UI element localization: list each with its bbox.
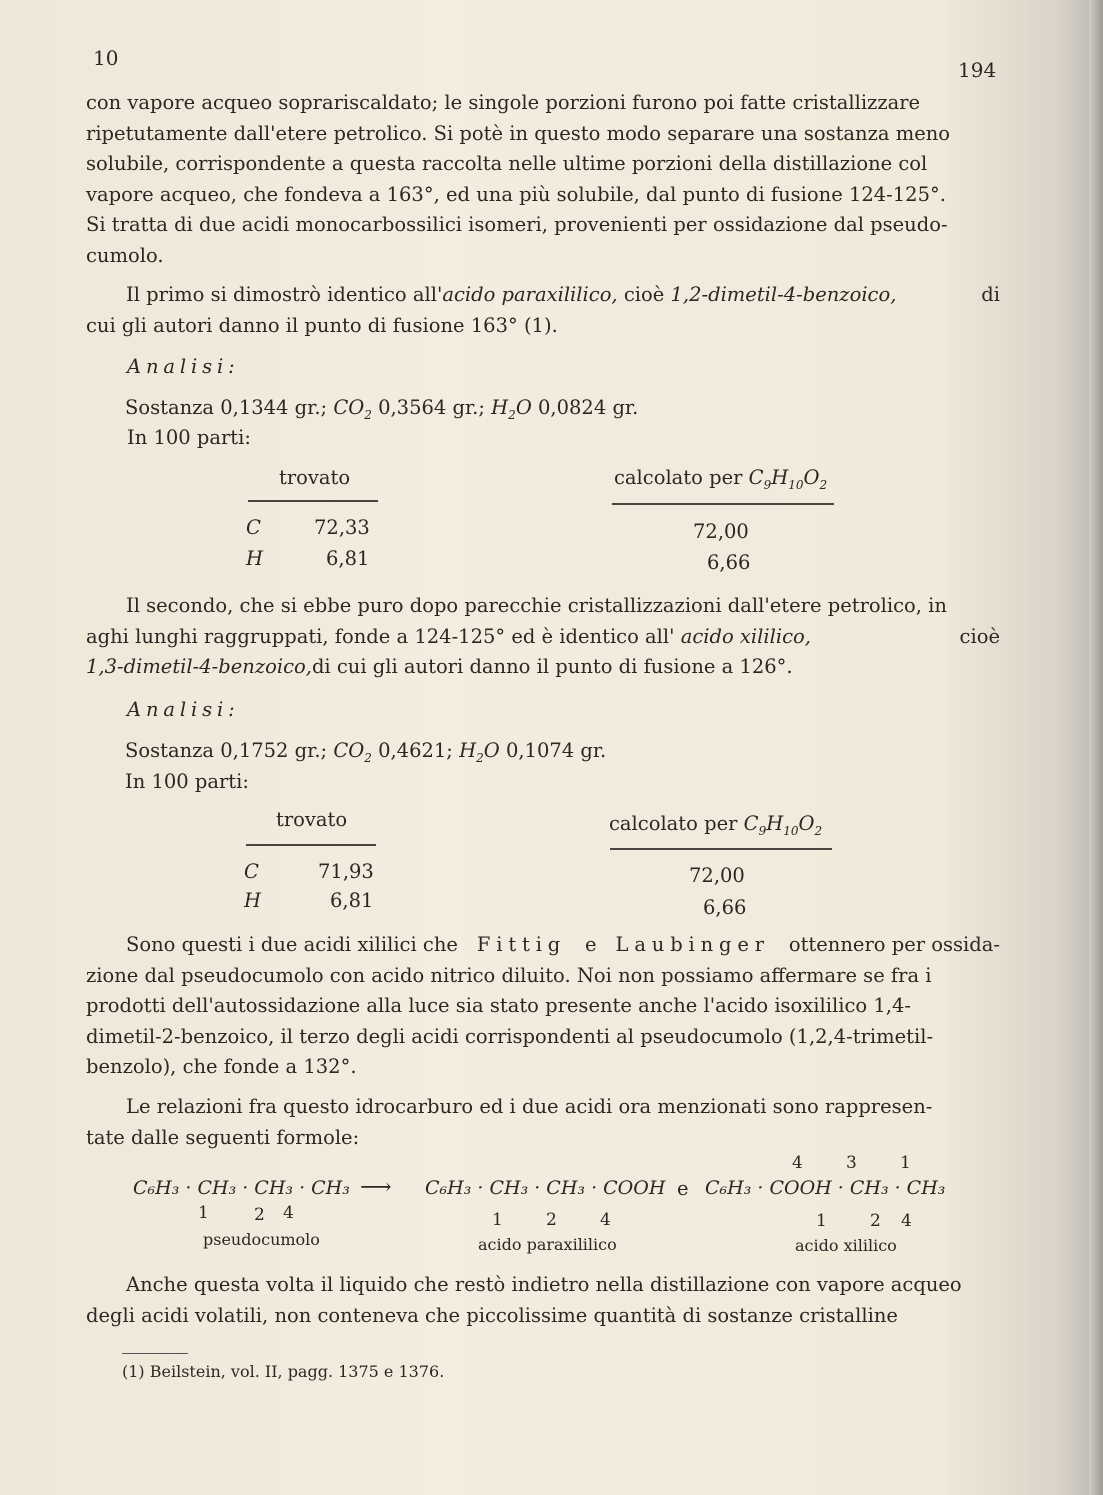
formula-xililico: C₆H₃ · COOH · CH₃ · CH₃ (705, 1177, 946, 1199)
header-calcolato: calcolato per $C_9H_{10}O_2$ (609, 812, 823, 838)
found-value: 72,33 (314, 516, 370, 539)
text-run: 0,1344 gr.; (220, 396, 328, 419)
position-number: 4 (792, 1153, 803, 1173)
calc-value: 72,00 (689, 864, 745, 887)
analysis-label: Analisi: (127, 355, 240, 378)
text-line: solubile, corrispondente a questa raccolta nelle ultime porzioni della distillazione col (86, 152, 928, 176)
text-line: vapore acqueo, che fondeva a 163°, ed una più solubile, dal punto di fusione 124-125°. (86, 182, 946, 206)
position-number: 1 (492, 1210, 503, 1230)
position-number: 2 (546, 1210, 557, 1230)
header-calcolato: calcolato per $C_9H_{10}O_2$ (614, 466, 828, 492)
co2-formula: $CO_2$ (333, 739, 372, 765)
text-line: tate dalle seguenti formole: (86, 1125, 360, 1149)
text-line: ripetutamente dall'etere petrolico. Si potè in questo modo separare una sostanza meno (86, 121, 951, 145)
text-run: aghi lunghi raggruppati, fonde a 124-125° ed è identico all' (86, 624, 681, 648)
page-number-right: 194 (958, 58, 997, 82)
sostanza-line (125, 396, 639, 422)
header-trovato: trovato (276, 808, 348, 831)
text-line: dimetil-2-benzoico, il terzo degli acidi corrispondenti al pseudocumolo (1,2,4-trimetil- (86, 1024, 934, 1048)
italic-term: 1,3-dimetil-4-benzoico, (86, 655, 312, 679)
italic-term: 1,2-dimetil-4-benzoico, (670, 283, 897, 306)
co2-formula: $CO_2$ (333, 396, 372, 422)
h2o-formula: $H_2O$ (491, 396, 532, 422)
paragraph-5 (86, 1092, 1000, 1153)
text-line (86, 280, 1000, 311)
table-rule (610, 848, 832, 850)
calc-value: 6,66 (703, 896, 747, 919)
in-100-parti: In 100 parti: (127, 426, 251, 449)
table-rule (246, 844, 376, 846)
position-number: 3 (846, 1153, 857, 1173)
text-run: cioè (959, 624, 1000, 648)
formula-caption: acido paraxililico (478, 1235, 617, 1254)
found-value: 71,93 (318, 860, 374, 883)
formula-pseudocumolo: C₆H₃ · CH₃ · CH₃ · CH₃ (133, 1177, 350, 1199)
text-line: benzolo), che fonde a 132°. (86, 1055, 357, 1079)
analysis-label: Analisi: (127, 698, 240, 721)
text-line (86, 622, 1000, 653)
position-number: 2 (870, 1211, 881, 1231)
text-line: Il secondo, che si ebbe puro dopo parecchie cristallizzazioni dall'etere petrolico, in (126, 594, 947, 617)
text-line: con vapore acqueo soprariscaldato; le singole porzioni furono poi fatte cristallizzare (86, 91, 921, 114)
text-line: prodotti dell'autossidazione alla luce sia stato presente anche l'acido isoxililico 1,4- (86, 994, 911, 1018)
text-run: 0,4621; (378, 739, 453, 762)
text-line (86, 652, 1000, 683)
position-number: 2 (254, 1205, 265, 1225)
text-line: cui gli autori danno il punto di fusione 163° (1). (86, 313, 558, 337)
position-number: 4 (600, 1210, 611, 1230)
text-line: zione dal pseudocumolo con acido nitrico diluito. Noi non possiamo affermare se fra i (86, 963, 932, 987)
formula-paraxililico: C₆H₃ · CH₃ · CH₃ · COOH (425, 1177, 666, 1199)
page-edge-shadow (1089, 0, 1103, 1495)
text-run: Sostanza (125, 739, 215, 762)
element-symbol: C (246, 516, 261, 539)
position-number: 4 (283, 1203, 294, 1223)
author-name: Fittig (476, 933, 567, 956)
paragraph-2 (86, 280, 1000, 341)
text-run: Sostanza (125, 396, 215, 419)
text-line: cumolo. (86, 243, 164, 267)
text-line: Si tratta di due acidi monocarbossilici isomeri, provenienti per ossidazione dal pseudo- (86, 213, 948, 237)
conjunction: e (677, 1177, 689, 1200)
calc-value: 72,00 (693, 520, 749, 543)
formula-caption: acido xililico (795, 1236, 897, 1255)
text-line (86, 930, 1000, 961)
table-rule (248, 500, 378, 502)
calc-value: 6,66 (707, 551, 751, 574)
text-run: 0,1074 gr. (505, 739, 607, 762)
text-line: Anche questa volta il liquido che restò indietro nella distillazione con vapore acqueo (126, 1273, 962, 1296)
text-run: 0,0824 gr. (538, 396, 639, 419)
arrow-icon: ⟶ (360, 1175, 392, 1200)
text-run: Il primo si dimostrò identico all' (126, 283, 443, 306)
position-number: 1 (816, 1211, 827, 1231)
found-value: 6,81 (330, 889, 374, 912)
header-trovato: trovato (279, 466, 351, 489)
text-run: 0,3564 gr.; (378, 396, 485, 419)
position-number: 1 (198, 1203, 209, 1223)
text-run: 0,1752 gr.; (220, 739, 328, 762)
element-symbol: C (244, 860, 259, 883)
position-number: 1 (900, 1153, 911, 1173)
italic-term: acido paraxililico, (442, 283, 618, 306)
text-run: di (981, 283, 1000, 306)
footnote-rule (122, 1353, 188, 1354)
element-symbol: H (246, 547, 264, 570)
author-name: Laubinger (615, 933, 770, 956)
italic-term: acido xililico, (680, 624, 811, 648)
found-value: 6,81 (326, 547, 370, 570)
element-symbol: H (244, 889, 262, 912)
paragraph-6 (86, 1270, 1000, 1331)
text-line: degli acidi volatili, non conteneva che piccolissime quantità di sostanze cristalline (86, 1303, 898, 1327)
in-100-parti: In 100 parti: (125, 770, 249, 793)
h2o-formula: $H_2O$ (459, 739, 500, 765)
formula-caption: pseudocumolo (203, 1230, 320, 1249)
text-run: e (585, 933, 597, 956)
text-run: ottennero per ossida- (788, 933, 1000, 956)
table-rule (612, 503, 834, 505)
paragraph-1 (86, 88, 1000, 272)
text-run: cioè (617, 283, 671, 306)
text-run: Sono questi i due acidi xililici che (126, 933, 458, 956)
paragraph-4 (86, 930, 1000, 1083)
paragraph-3 (86, 591, 1000, 683)
sostanza-line (125, 739, 607, 765)
text-run: di cui gli autori danno il punto di fusione a 126°. (311, 655, 793, 679)
footnote: (1) Beilstein, vol. II, pagg. 1375 e 1376. (122, 1362, 445, 1381)
page-number-left: 10 (93, 46, 119, 70)
position-number: 4 (901, 1211, 912, 1231)
text-line: Le relazioni fra questo idrocarburo ed i due acidi ora menzionati sono rappresen- (126, 1095, 933, 1118)
